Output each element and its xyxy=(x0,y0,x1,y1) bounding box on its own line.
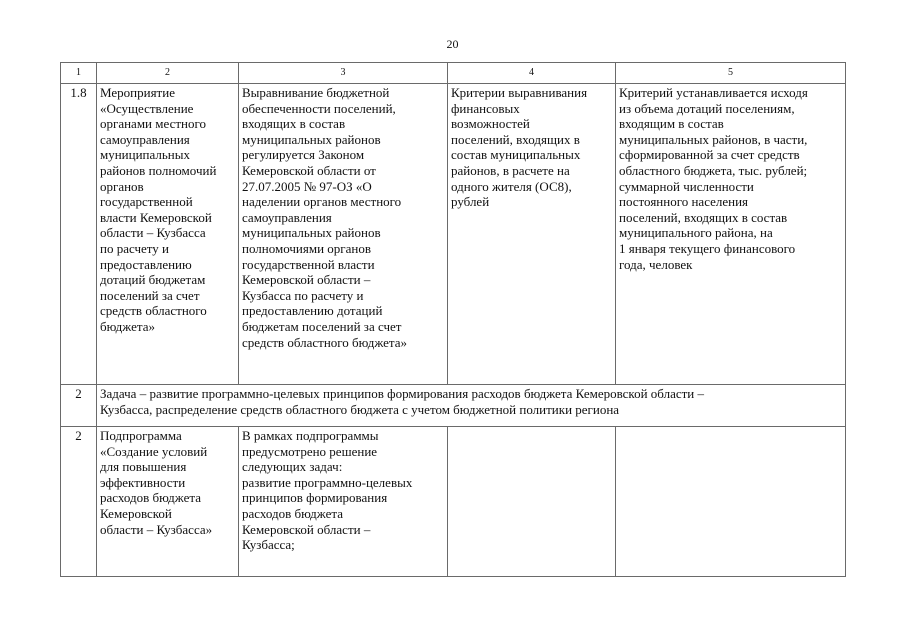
page-number: 20 xyxy=(446,37,459,51)
measure-method-cell: Критерий устанавливается исходя из объема дотаций поселениям, входящим в состав муниципальных районов, в части, сформированной за счет средств областного бюджета, тыс. рублей; суммарной численности постоянного населения поселений, входящих в состав муниципального района, на 1 января текущего финансового года, человек xyxy=(616,84,846,385)
task-description-cell: Задача – развитие программно-целевых принципов формирования расходов бюджета Кемеровской области – Кузбасса, распределение средств областного бюджета с учетом бюджетной политики региона xyxy=(97,385,846,427)
column-number-2: 2 xyxy=(97,63,239,84)
measure-description-cell: Выравнивание бюджетной обеспеченности поселений, входящих в состав муниципальных районов регулируется Законом Кемеровской области от 27.07.2005 № 97-ОЗ «О наделении органов местного самоуправления муниципальных районов полномочиями органов государственной власти Кемеровской области – Кузбасса по расчету и предоставлению дотаций бюджетам поселений за счет средств областного бюджета» xyxy=(239,84,448,385)
table-row-1-8 xyxy=(61,84,846,385)
column-number-4: 4 xyxy=(448,63,616,84)
row-number-cell: 1.8 xyxy=(61,84,97,385)
table-header-row xyxy=(61,63,846,84)
column-number-5: 5 xyxy=(616,63,846,84)
row-number-cell: 2 xyxy=(61,385,97,427)
subprogram-method-cell xyxy=(616,427,846,577)
subprogram-name-cell: Подпрограмма «Создание условий для повышения эффективности расходов бюджета Кемеровской области – Кузбасса» xyxy=(97,427,239,577)
column-number-3: 3 xyxy=(239,63,448,84)
row-number-cell: 2 xyxy=(61,427,97,577)
subprogram-description-cell: В рамках подпрограммы предусмотрено решение следующих задач: развитие программно-целевых принципов формирования расходов бюджета Кемеровской области – Кузбасса; xyxy=(239,427,448,577)
measure-name-cell: Мероприятие «Осуществление органами местного самоуправления муниципальных районов полномочий органов государственной власти Кемеровской области – Кузбасса по расчету и предоставлению дотаций бюджетам поселений за счет средств областного бюджета» xyxy=(97,84,239,385)
table-row-subprogram xyxy=(61,427,846,577)
program-table xyxy=(60,62,846,577)
column-number-1: 1 xyxy=(61,63,97,84)
measure-criteria-cell: Критерии выравнивания финансовых возможностей поселений, входящих в состав муниципальных районов, в расчете на одного жителя (ОС8), рублей xyxy=(448,84,616,385)
subprogram-criteria-cell xyxy=(448,427,616,577)
table-row-task xyxy=(61,385,846,427)
